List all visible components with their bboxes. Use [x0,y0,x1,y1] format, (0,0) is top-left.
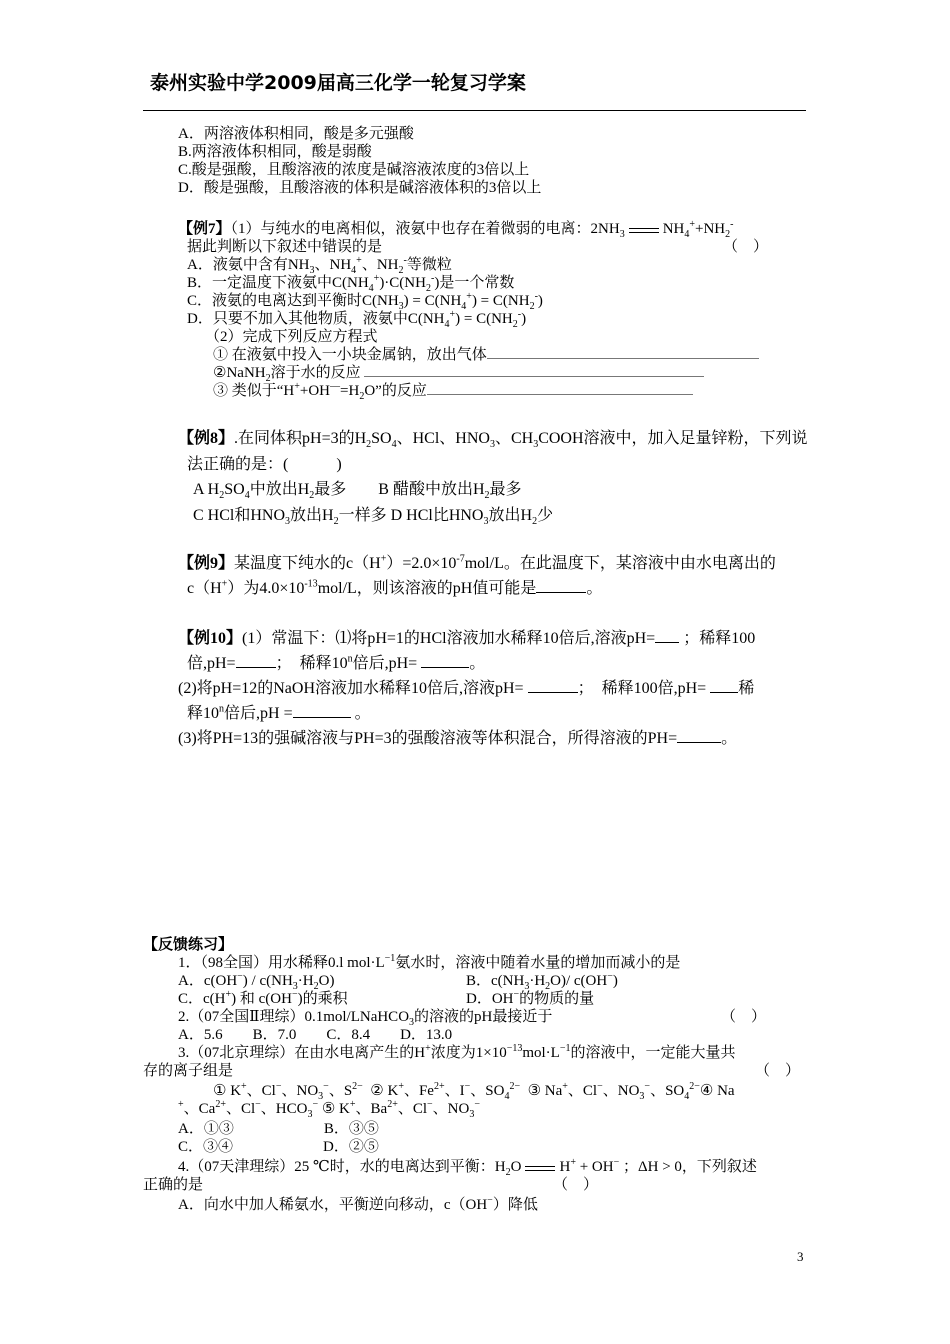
feedback-q2-options: A．5.6 B．7.0 C．8.4 D．13.0 [178,1027,453,1043]
ex7-option-b: B．一定温度下液氨中$C(NH_4^+)\cdot C(NH_2^-)$是一个常数 [187,273,515,294]
feedback-q2: 2.（07全国Ⅱ理综）0.1mol/LNaHCO$_3$的溶液的pH最接近于 [178,1009,553,1028]
feedback-q4-paren: （ ） [553,1177,599,1193]
ex10-line2: 倍,pH= ； 稀释10$^n$倍后,pH= 。 [187,653,486,672]
page-header-title: 泰州实验中学2009届高三化学一轮复习学案 [150,72,526,94]
ex10-line1: 【例10】(1）常温下：⑴将pH=1的HCl溶液加水稀释10倍后,溶液pH= ；稀释100 [178,630,756,647]
option-b: B.两溶液体积相同，酸是弱酸 [178,144,372,160]
ex7-option-c: C．液氨的电离达到平衡时$C(NH_3) = C(NH_4^+) = C(NH_2^-)$ [187,291,543,312]
feedback-q4: 4.（07天津理综）25 ℃时，水的电离达到平衡：$H_2O$ H+ + OH− ；ΔH > 0，下列叙述 [178,1157,757,1178]
ex10-line5: (3)将PH=13的强碱溶液与PH=3的强酸溶液等体积混合，所得溶液的PH= 。 [178,730,738,747]
feedback-q4-line2: 正确的是 [143,1177,204,1193]
ex7-tag: 【例7】 [178,221,231,237]
ex8-options-cd: C HCl和$HNO_3$放出$H_2$一样多 D HCl比$HNO_3$放出$H_2$少 [193,507,554,528]
ex7-option-a: A．液氨中含有$NH_3$、$NH_4^+$、$NH_2^-$等微粒 [187,255,452,276]
ex8-line2: 法正确的是：( ) [187,456,342,473]
ex7-line1: 【例7】（1）与纯水的电离相似，液氨中也存在着微弱的电离：$2NH_3$ $NH_4^++NH_2^-$ [178,219,734,240]
ex9-line2: c（H+）为$4.0\times 10^{-13}mol/L$，则该溶液的pH值可能是 。 [187,578,603,597]
feedback-q4-option-a: A．向水中加人稀氨水，平衡逆向移动，c（OH−）降低 [178,1195,538,1213]
ex10-line4: 释10$^n$倍后,pH = 。 [187,703,371,722]
answer-blank[interactable] [677,730,721,743]
feedback-q3-cd: C．③④ D．②⑤ [178,1139,379,1155]
feedback-q3-ab: A．①③ B．③⑤ [178,1121,379,1137]
answer-blank[interactable] [364,366,704,377]
ex7-reaction-3: ③ 类似于“$H^++OH^—=H_2O$”的反应 [213,382,693,400]
feedback-q2-paren: （ ） [721,1009,767,1025]
feedback-q3-line2: 存的离子组是 [143,1063,234,1079]
feedback-title: 【反馈练习】 [143,937,234,953]
answer-blank[interactable] [536,580,586,593]
ex7-line2: 据此判断以下叙述中错误的是 [187,239,383,255]
feedback-q1: 1．（98全国）用水稀释0.l $mol\cdot L^{-1}$氨水时，溶液中随着水量的增加而减小的是 [178,953,681,971]
answer-blank[interactable] [487,348,759,359]
equilibrium-arrow-icon [629,225,659,235]
feedback-q3-paren: （ ） [755,1063,801,1079]
feedback-q3: 3.（07北京理综）在由水电离产生的H+浓度为$1\times 10^{-13}mol\cdot L^{-1}$的溶液中，一定能大量共 [178,1043,736,1061]
ex7-reaction-2: ②NaNH$_2$溶于水的反应 [213,364,704,382]
option-d: D．酸是强酸，且酸溶液的体积是碱溶液体积的3倍以上 [178,180,542,196]
feedback-q1-ab: A．$c(OH^-) / c(NH_3\cdot H_2O)$ [178,971,335,992]
ex10-line3: (2)将pH=12的NaOH溶液加水稀释10倍后,溶液pH= ； 稀释100倍,pH= 稀 [178,680,755,697]
feedback-q3-ions-2: +、$Ca^{2+}$、Cl−、$HCO_3^-$ ⑤ K+、$Ba^{2+}$、Cl−、$NO_3^-$ [178,1099,480,1120]
ex7-reaction-1: ① 在液氨中投入一小块金属钠，放出气体 [213,346,759,364]
answer-blank[interactable] [421,655,469,668]
feedback-q1-b: B．$c(NH_3\cdot H_2O)/$ c(OH−) [466,971,618,992]
feedback-q1-c: C．c(H+) 和 c(OH−)的乘积 [178,989,348,1007]
answer-blank[interactable] [528,680,578,693]
ex7-option-d: D．只要不加入其他物质，液氨中$C(NH_4^+) = C(NH_2^-)$ [187,309,527,330]
answer-blank[interactable] [236,655,276,668]
answer-blank[interactable] [293,705,351,718]
option-a: A．两溶液体积相同，酸是多元强酸 [178,126,414,142]
equilibrium-arrow-icon [525,1163,555,1173]
ex7-part2: （2）完成下列反应方程式 [205,329,378,345]
header-rule [143,110,806,111]
ex8-options-ab: A $H_2SO_4$中放出$H_2$最多 B 醋酸中放出$H_2$最多 [193,481,522,502]
ex8-line1: 【例8】.在同体积pH=3的$H_2SO_4$、HCl、$HNO_3$、$CH_3COOH$溶液中，加入足量锌粉，下列说 [178,430,808,451]
feedback-q1-d: D．OH−的物质的量 [466,989,595,1007]
answer-blank[interactable] [655,630,679,643]
option-c: C.酸是强酸，且酸溶液的浓度是碱溶液浓度的3倍以上 [178,162,530,178]
ex7-answer-paren: （ ） [723,239,769,255]
feedback-q3-ions-1: ① K+、Cl−、$NO_3^-$、$S^{2-}$ ② K+、$Fe^{2+}$、I−、$SO_4^{2-}$ ③ Na+、Cl−、$NO_3^-$、$SO_4^{2-}④$ Na [213,1081,735,1102]
page-number: 3 [797,1249,804,1264]
ex9-line1: 【例9】某温度下纯水的$c(H^+)=2.0\times 10^{-7}mol/L$。在此温度下，某溶液中由水电离出的 [178,553,776,572]
answer-blank[interactable] [427,384,693,395]
answer-blank[interactable] [710,680,738,693]
